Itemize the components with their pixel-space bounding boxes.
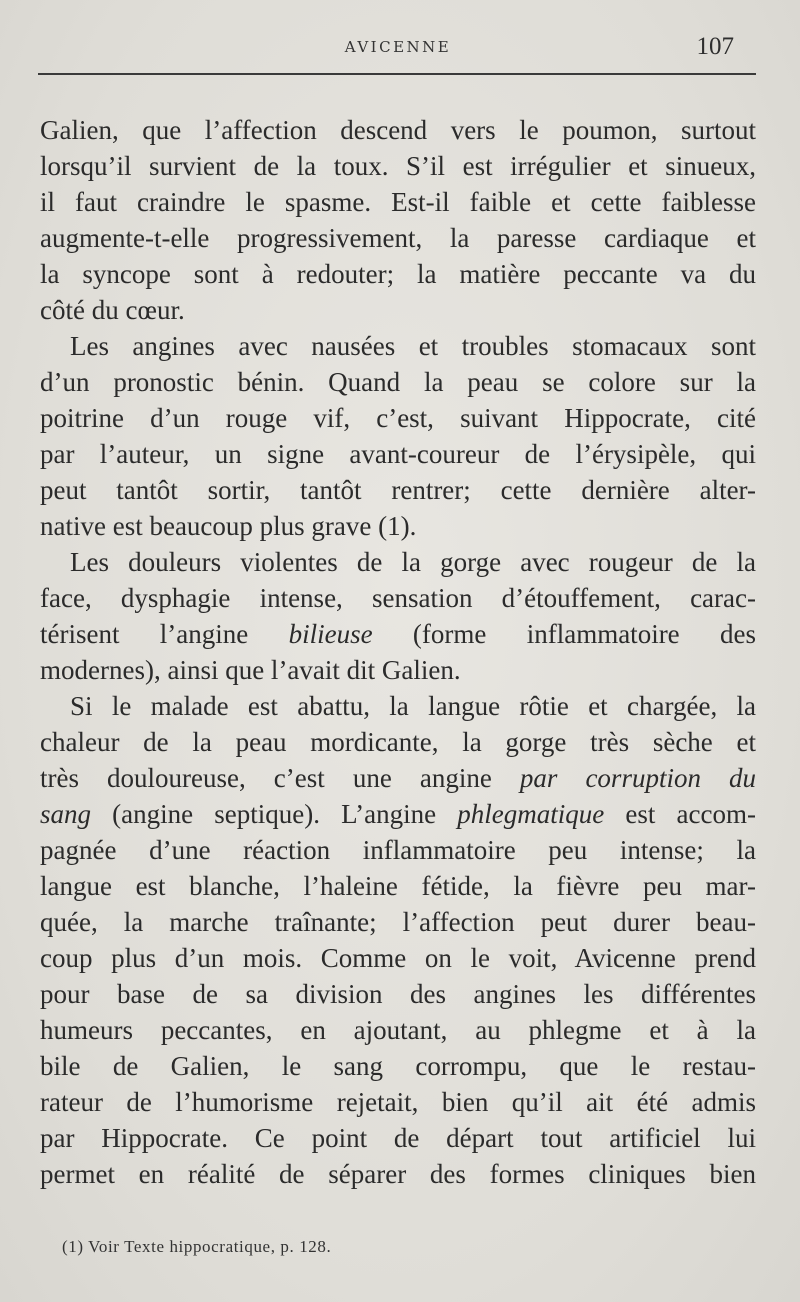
text-run: (angine septique). L’angine [91,799,458,829]
text-line: chaleur de la peau mordicante, la gorge très sèche et [40,727,756,757]
text-line: il faut craindre le spasme. Est-il faible et cette faiblesse [40,187,756,217]
text-line-mixed [40,616,756,652]
text-line: Les angines avec nausées et troubles stomacaux sont [70,331,756,361]
text-line: Galien, que l’affection descend vers le poumon, surtout [40,115,756,145]
body-text [40,112,756,1192]
text-line: coup plus d’un mois. Comme on le voit, Avicenne prend [40,943,756,973]
text-line: la syncope sont à redouter; la matière peccante va du [40,259,756,289]
text-line: côté du cœur. [40,295,185,325]
running-title: AVICENNE [344,38,452,56]
text-line: augmente-t-elle progressivement, la paresse cardiaque et [40,223,756,253]
header-rule [38,73,756,75]
text-line: permet en réalité de séparer des formes cliniques bien [40,1159,756,1189]
text-run: très douloureuse, c’est une angine [40,763,520,793]
text-line: pagnée d’une réaction inflammatoire peu intense; la [40,835,756,865]
text-line: bile de Galien, le sang corrompu, que le restau- [40,1051,756,1081]
text-line: d’un pronostic bénin. Quand la peau se colore sur la [40,367,756,397]
text-line: langue est blanche, l’haleine fétide, la fièvre peu mar- [40,871,756,901]
text-line: native est beaucoup plus grave (1). [40,511,417,541]
text-line: peut tantôt sortir, tantôt rentrer; cette dernière alter- [40,475,756,505]
text-line: pour base de sa division des angines les différentes [40,979,756,1009]
italic-term: phlegmatique [457,799,605,829]
text-run: térisent l’angine [40,619,289,649]
text-line: Les douleurs violentes de la gorge avec rougeur de la [70,547,756,577]
italic-term: bilieuse [288,619,373,649]
text-line: par l’auteur, un signe avant-coureur de l’érysipèle, qui [40,439,756,469]
text-line: par Hippocrate. Ce point de départ tout artificiel lui [40,1123,756,1153]
text-line: rateur de l’humorisme rejetait, bien qu’il ait été admis [40,1087,756,1117]
text-line: humeurs peccantes, en ajoutant, au phlegme et à la [40,1015,756,1045]
text-run: (forme inflammatoire des [372,619,756,649]
italic-term: par corruption du [519,763,757,793]
text-line: Si le malade est abattu, la langue rôtie et chargée, la [70,691,756,721]
text-line: poitrine d’un rouge vif, c’est, suivant Hippocrate, cité [40,403,756,433]
footnote: (1) Voir Texte hippocratique, p. 128. [62,1237,332,1256]
text-line: quée, la marche traînante; l’affection peut durer beau- [40,907,756,937]
text-run: est accom- [604,799,757,829]
italic-term: sang [40,799,92,829]
text-line: modernes), ainsi que l’avait dit Galien. [40,655,461,685]
text-line-mixed [40,760,756,796]
text-line-mixed [40,796,756,832]
page-number: 107 [696,33,734,60]
text-line: lorsqu’il survient de la toux. S’il est irrégulier et sinueux, [40,151,756,181]
running-head [38,34,758,64]
text-line: face, dysphagie intense, sensation d’étouffement, carac- [40,583,756,613]
